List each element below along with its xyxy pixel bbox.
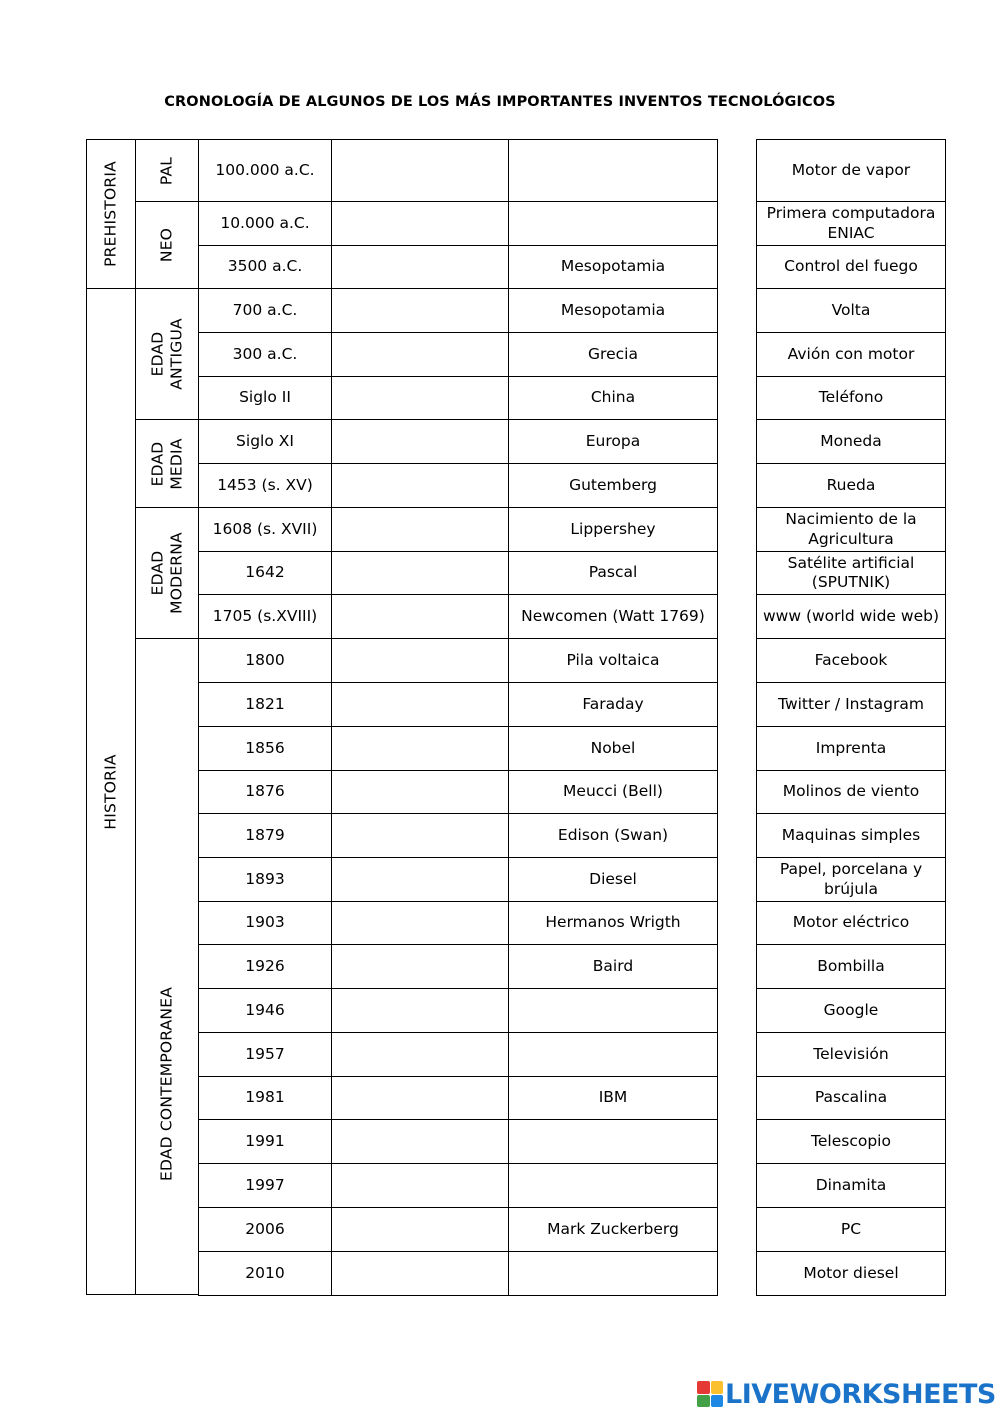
invention-option[interactable]: Facebook [756, 638, 946, 683]
answer-drop-cell[interactable] [331, 1163, 509, 1208]
era-historia-label: HISTORIA [101, 753, 120, 830]
answer-drop-cell[interactable] [331, 1119, 509, 1164]
period-neo [135, 201, 199, 289]
origin-cell [508, 1032, 718, 1077]
invention-option[interactable]: Maquinas simples [756, 813, 946, 858]
date-cell: 1981 [198, 1076, 332, 1120]
period-antigua [135, 288, 199, 420]
date-cell: 3500 a.C. [198, 245, 332, 289]
invention-option[interactable]: Imprenta [756, 726, 946, 771]
origin-cell: Mark Zuckerberg [508, 1207, 718, 1252]
invention-option[interactable]: Pascalina [756, 1076, 946, 1120]
invention-option[interactable]: Moneda [756, 419, 946, 464]
answer-drop-cell[interactable] [331, 944, 509, 989]
date-cell: 2010 [198, 1251, 332, 1296]
date-cell: Siglo XI [198, 419, 332, 464]
answer-drop-cell[interactable] [331, 901, 509, 945]
invention-option[interactable]: Motor de vapor [756, 139, 946, 202]
date-cell: 1926 [198, 944, 332, 989]
date-cell: 1642 [198, 551, 332, 595]
answer-drop-cell[interactable] [331, 1251, 509, 1296]
origin-cell: IBM [508, 1076, 718, 1120]
date-cell: 1453 (s. XV) [198, 463, 332, 508]
date-cell: 1879 [198, 813, 332, 858]
date-cell: 300 a.C. [198, 332, 332, 377]
period-neo-label: NEO [157, 227, 176, 263]
invention-option[interactable]: Control del fuego [756, 245, 946, 289]
answer-drop-cell[interactable] [331, 201, 509, 246]
answer-drop-cell[interactable] [331, 594, 509, 639]
logo-square [697, 1395, 710, 1408]
date-cell: 1946 [198, 988, 332, 1033]
origin-cell: Lippershey [508, 507, 718, 552]
origin-cell [508, 139, 718, 202]
invention-option[interactable]: Papel, porcelana y brújula [756, 857, 946, 902]
invention-option[interactable]: Molinos de viento [756, 770, 946, 814]
answer-drop-cell[interactable] [331, 1032, 509, 1077]
date-cell: 2006 [198, 1207, 332, 1252]
origin-cell: Diesel [508, 857, 718, 902]
invention-option[interactable]: Teléfono [756, 376, 946, 420]
invention-option[interactable]: Motor eléctrico [756, 901, 946, 945]
origin-cell: Mesopotamia [508, 288, 718, 333]
answer-drop-cell[interactable] [331, 419, 509, 464]
answer-drop-cell[interactable] [331, 770, 509, 814]
answer-drop-cell[interactable] [331, 463, 509, 508]
invention-option[interactable]: Primera computadora ENIAC [756, 201, 946, 246]
origin-cell [508, 988, 718, 1033]
era-prehistoria-label: PREHISTORIA [101, 161, 120, 267]
date-cell: 100.000 a.C. [198, 139, 332, 202]
answer-drop-cell[interactable] [331, 507, 509, 552]
period-contemporanea-label: EDAD CONTEMPORANEA [157, 987, 176, 1182]
invention-option[interactable]: Volta [756, 288, 946, 333]
answer-drop-cell[interactable] [331, 682, 509, 727]
date-cell: 1608 (s. XVII) [198, 507, 332, 552]
origin-cell: Faraday [508, 682, 718, 727]
period-moderna [135, 507, 199, 639]
date-cell: 1705 (s.XVIII) [198, 594, 332, 639]
invention-option[interactable]: Televisión [756, 1032, 946, 1077]
page-title: CRONOLOGÍA DE ALGUNOS DE LOS MÁS IMPORTANTES INVENTOS TECNOLÓGICOS [164, 94, 836, 110]
date-cell: 1957 [198, 1032, 332, 1077]
origin-cell [508, 1119, 718, 1164]
origin-cell: Grecia [508, 332, 718, 377]
date-cell: Siglo II [198, 376, 332, 420]
answer-drop-cell[interactable] [331, 1207, 509, 1252]
origin-cell: Nobel [508, 726, 718, 771]
answer-drop-cell[interactable] [331, 1076, 509, 1120]
invention-option[interactable]: Satélite artificial (SPUTNIK) [756, 551, 946, 595]
answer-drop-cell[interactable] [331, 376, 509, 420]
invention-option[interactable]: Rueda [756, 463, 946, 508]
origin-cell: Edison (Swan) [508, 813, 718, 858]
invention-option[interactable]: Motor diesel [756, 1251, 946, 1296]
invention-option[interactable]: Nacimiento de la Agricultura [756, 507, 946, 552]
period-pal-label: PAL [157, 156, 176, 185]
date-cell: 1876 [198, 770, 332, 814]
origin-cell: Meucci (Bell) [508, 770, 718, 814]
invention-option[interactable]: Dinamita [756, 1163, 946, 1208]
logo-square [711, 1381, 724, 1394]
invention-option[interactable]: Bombilla [756, 944, 946, 989]
answer-drop-cell[interactable] [331, 332, 509, 377]
origin-cell: Europa [508, 419, 718, 464]
origin-cell: Baird [508, 944, 718, 989]
answer-drop-cell[interactable] [331, 551, 509, 595]
answer-drop-cell[interactable] [331, 813, 509, 858]
period-media-label: EDAD MEDIA [148, 437, 185, 490]
answer-drop-cell[interactable] [331, 245, 509, 289]
period-moderna-label: EDAD MODERNA [148, 532, 185, 614]
era-historia [86, 288, 136, 1295]
origin-cell: Pila voltaica [508, 638, 718, 683]
date-cell: 1893 [198, 857, 332, 902]
origin-cell [508, 201, 718, 246]
era-prehistoria [86, 139, 136, 289]
answer-drop-cell[interactable] [331, 857, 509, 902]
origin-cell: Newcomen (Watt 1769) [508, 594, 718, 639]
period-pal [135, 139, 199, 202]
date-cell: 1903 [198, 901, 332, 945]
liveworksheets-logo-icon [697, 1381, 723, 1407]
answer-drop-cell[interactable] [331, 726, 509, 771]
origin-cell: Mesopotamia [508, 245, 718, 289]
logo-text: LIVEWORKSHEETS [725, 1378, 996, 1410]
answer-drop-cell[interactable] [331, 638, 509, 683]
date-cell: 1991 [198, 1119, 332, 1164]
date-cell: 1800 [198, 638, 332, 683]
invention-option[interactable]: www (world wide web) [756, 594, 946, 639]
date-cell: 10.000 a.C. [198, 201, 332, 246]
answer-drop-cell[interactable] [331, 288, 509, 333]
origin-cell: Gutemberg [508, 463, 718, 508]
date-cell: 1856 [198, 726, 332, 771]
answer-drop-cell[interactable] [331, 139, 509, 202]
invention-option[interactable]: Google [756, 988, 946, 1033]
period-contemporanea [135, 638, 199, 1295]
date-cell: 1821 [198, 682, 332, 727]
invention-option[interactable]: Telescopio [756, 1119, 946, 1164]
period-media [135, 419, 199, 508]
period-antigua-label: EDAD ANTIGUA [148, 318, 185, 390]
logo-square [697, 1381, 710, 1394]
date-cell: 1997 [198, 1163, 332, 1208]
origin-cell [508, 1251, 718, 1296]
answer-drop-cell[interactable] [331, 988, 509, 1033]
date-cell: 700 a.C. [198, 288, 332, 333]
invention-option[interactable]: Twitter / Instagram [756, 682, 946, 727]
origin-cell [508, 1163, 718, 1208]
liveworksheets-logo [697, 1380, 996, 1408]
origin-cell: Hermanos Wrigth [508, 901, 718, 945]
invention-option[interactable]: PC [756, 1207, 946, 1252]
origin-cell: Pascal [508, 551, 718, 595]
invention-option[interactable]: Avión con motor [756, 332, 946, 377]
logo-square [711, 1395, 724, 1408]
origin-cell: China [508, 376, 718, 420]
